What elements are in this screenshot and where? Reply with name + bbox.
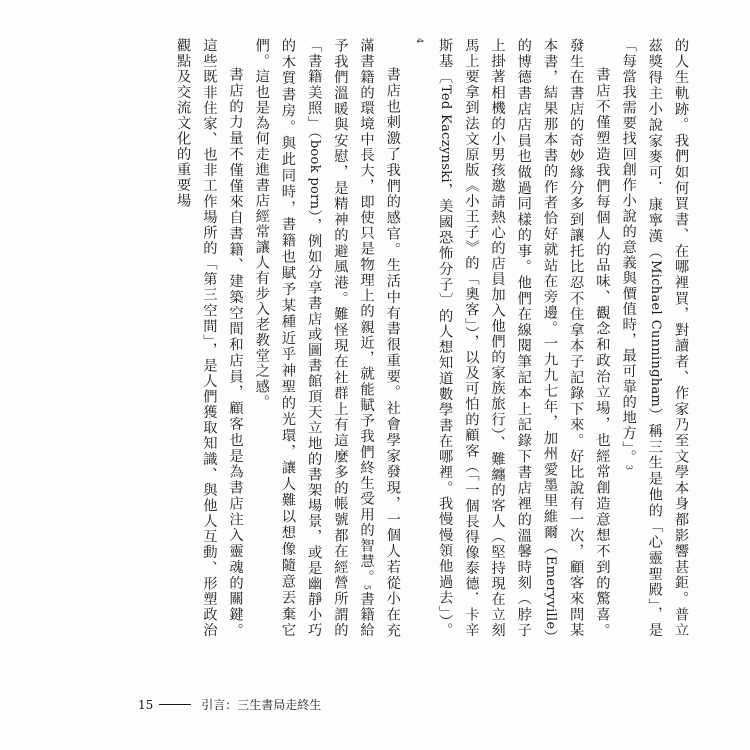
paragraph (249, 38, 406, 638)
footer-rule (159, 704, 191, 705)
footnote-marker: 4 (414, 38, 424, 45)
text-run: 書籍給予我們溫暖與安慰，是精神的避風港。難怪現在社群上有這麼多的帳號都在經營所謂的「書籍美照」（ (306, 38, 375, 639)
page-footer (138, 696, 321, 713)
text-run: 的人生軌跡。我們如何買書、在哪裡買，對讀者、作家乃至文學本身都影響甚鉅。普立茲獎得主小說家麥可．康寧漢（ (646, 38, 689, 638)
running-title: 引言：三生書局走終生 (201, 698, 322, 712)
page-number: 15 (138, 697, 154, 712)
paragraph (170, 38, 249, 638)
latin-term: Michael Cunningham (647, 260, 663, 408)
body-text (170, 38, 694, 638)
latin-term: book porn (307, 139, 323, 210)
text-run: 書店的力量不僅僅來自書籍、建築空間和店員，顧客也是為書店注入靈魂的關鍵。這些既非住家、也非工作場所的「第三空間」，是人們獲取知識、與他人互動、形塑政治觀點及交流文化的重要場 (175, 38, 244, 638)
text-run: ）的博德書店店員也做過同樣的事。他們在線閱筆記本上記錄下書店裡的溫馨時刻（脖子上掛著相機的小男孩邀請熱心的店員加入他們的家族旅行）、難纏的客人（堅持現在立刻馬上要拿到法文原版《小王子》的「奧客」），以及可怕的顧客（「一個長得像泰德．卡辛斯基〔 (437, 38, 558, 638)
text-run: ）稱三生是他的「心靈聖殿」，是「每當我需要找回創作小說的意義與價值時，最可靠的地方」。 (620, 38, 663, 638)
latin-term: Emeryville (542, 555, 558, 630)
footnote-marker: 3 (624, 464, 634, 472)
text-run: 書店不僅塑造我們每個人的品味、觀念和政治立場，也經常創造意想不到的驚喜。發生在書店的奇妙緣分多到讓托比忍不住拿本子記錄下來。好比說有一次，顧客來問某本書，結果那本書的作者恰好就站在旁邊。一九九七年，加州愛墨里維爾（ (541, 38, 611, 638)
paragraph (615, 38, 694, 638)
text-run: ，美國恐怖分子〕的人想知道數學書在哪裡。我慢慢領他過去」）。 (437, 182, 454, 638)
latin-term: Ted Kaczynski (438, 84, 454, 183)
text-run: 書店也刺激了我們的感官。生活中有書很重要。社會學家發現，一個人若從小在充滿書籍的環境中長大，即使只是物理上的親近，就能賦予我們終生受用的智慧。 (358, 38, 401, 638)
footnote-marker: 5 (362, 584, 372, 592)
text-run: ），例如分享書店或圖書館頂天立地的書架場景，或是幽靜小巧的木質書房。與此同時，書籍也賦予某種近乎神聖的光環，讓人難以想像隨意丟棄它們。這也是為何走進書店經常讓人有步入老教堂之感。 (253, 38, 323, 638)
paragraph (406, 38, 616, 638)
